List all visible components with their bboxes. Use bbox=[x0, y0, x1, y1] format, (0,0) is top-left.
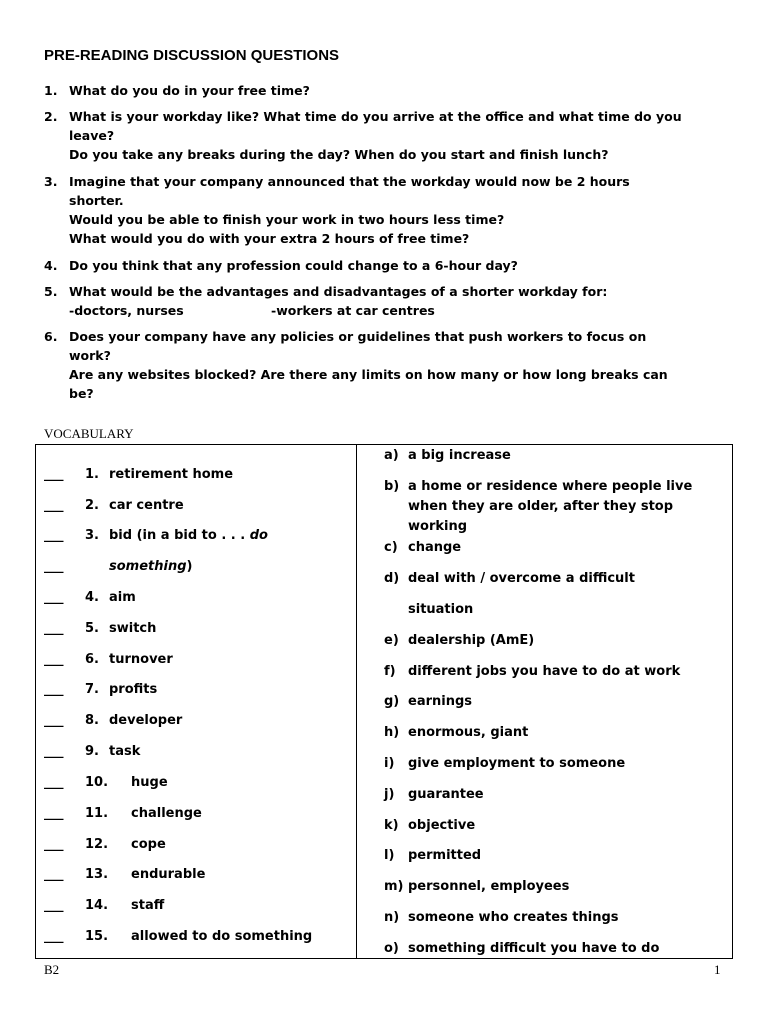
definition-row bbox=[384, 846, 724, 866]
definition-letter: i) bbox=[384, 756, 395, 771]
question-line: be? bbox=[69, 386, 94, 401]
answer-blank[interactable]: ___ bbox=[44, 775, 64, 790]
definition-text: a big increase bbox=[408, 448, 511, 463]
definition-text: personnel, employees bbox=[408, 879, 570, 894]
answer-blank[interactable]: ___ bbox=[44, 929, 64, 944]
answer-blank[interactable]: ___ bbox=[44, 621, 64, 636]
definition-letter: g) bbox=[384, 694, 400, 709]
definition-letter: m) bbox=[384, 879, 404, 894]
page-title: PRE-READING DISCUSSION QUESTIONS bbox=[44, 47, 340, 64]
answer-blank[interactable]: ___ bbox=[44, 744, 64, 759]
question-line: What do you do in your free time? bbox=[69, 83, 310, 98]
definition-letter: c) bbox=[384, 540, 398, 555]
term-text: huge bbox=[131, 775, 168, 790]
question-line: Do you think that any profession could change to a 6-hour day? bbox=[69, 258, 518, 273]
page-number: 1 bbox=[714, 962, 721, 977]
term-text: profits bbox=[109, 682, 158, 697]
question-4 bbox=[44, 256, 734, 275]
definition-text: give employment to someone bbox=[408, 756, 626, 771]
term-text: allowed to do something bbox=[131, 929, 313, 944]
term-text: turnover bbox=[109, 652, 173, 667]
answer-blank[interactable]: ___ bbox=[44, 590, 64, 605]
question-1 bbox=[44, 81, 734, 100]
definition-row bbox=[384, 723, 724, 743]
worksheet-page: PRE-READING DISCUSSION QUESTIONS 1. What do you do in your free time? 2. What is your workday like? What time do you arrive at the office and what time do you leave? Do you take any breaks during the day? When do you start and finish lunch? 3. Imagine that your company announced that the workday would now be 2 hours shorter. Would you be able to finish your work in two hours less time? What would you do with your extra 2 hours of free time? 4. Do you think that any profession could change to a 6-hour day? 5. What would be the advantages and disadvantages of a shorter workday for: -doctors, nurses -workers at car centres 6. Does your company have any policies or guidelines that push workers to focus on work? Are any websites blocked? Are there any limits on how many or how long breaks can be? VOCABULARY ___ 1. retirement home ___ 2. car centre ___ 3. bid (in a bid to . . . do ___ something) ___ 4. aim ___ 5. switch ___ 6. turnover ___ 7. profits ___ 8. developer ___ 9. task ___ 10. huge ___ 11. challenge ___ 12. cope ___ 13. endurable ___ 14. staff ___ 15. allowed to do something a) a big increase b) a home or residence where people live when they are older, after they stop working c) change d) deal with / overcome a difficult situation e) dealership (AmE) f) different jobs you have to do at work g) earnings h) enormous, giant i) give employment to someone j) guarantee k) objective l) permitted m) personnel, employees n) someone who creates things o) something difficult you have to do B2 1 bbox=[0, 0, 768, 1024]
term-text: switch bbox=[109, 621, 157, 636]
definition-text: earnings bbox=[408, 694, 473, 709]
answer-blank[interactable]: ___ bbox=[44, 528, 64, 543]
question-number: 2. bbox=[44, 109, 58, 124]
question-number: 6. bbox=[44, 329, 58, 344]
answer-blank[interactable]: ___ bbox=[44, 498, 64, 513]
definition-row bbox=[384, 692, 724, 712]
question-line: What would be the advantages and disadvantages of a shorter workday for: bbox=[69, 284, 608, 299]
definition-text: different jobs you have to do at work bbox=[408, 664, 681, 679]
question-line: work? bbox=[69, 348, 111, 363]
term-text: cope bbox=[131, 837, 166, 852]
question-number: 3. bbox=[44, 174, 58, 189]
question-line: shorter. bbox=[69, 193, 124, 208]
question-2 bbox=[44, 107, 734, 164]
answer-blank[interactable]: ___ bbox=[44, 898, 64, 913]
definition-text: guarantee bbox=[408, 787, 484, 802]
definition-text: situation bbox=[408, 602, 474, 617]
definition-letter: b) bbox=[384, 479, 400, 494]
term-text: bid (in a bid to . . . do bbox=[109, 528, 268, 543]
definition-row bbox=[384, 662, 724, 682]
answer-blank[interactable]: ___ bbox=[44, 559, 64, 574]
definition-row bbox=[384, 785, 724, 805]
question-6 bbox=[44, 327, 734, 403]
question-line: leave? bbox=[69, 128, 115, 143]
question-line: What would you do with your extra 2 hours of free time? bbox=[69, 231, 470, 246]
definition-text: objective bbox=[408, 818, 476, 833]
definition-row bbox=[384, 908, 724, 928]
term-text: something) bbox=[109, 559, 193, 574]
footer-level: B2 bbox=[44, 962, 60, 977]
definition-letter: j) bbox=[384, 787, 395, 802]
vocabulary-heading: VOCABULARY bbox=[44, 426, 134, 441]
question-line: Imagine that your company announced that the workday would now be 2 hours bbox=[69, 174, 630, 189]
question-line: What is your workday like? What time do you arrive at the office and what time do you bbox=[69, 109, 682, 124]
definition-letter: l) bbox=[384, 848, 395, 863]
definition-text: someone who creates things bbox=[408, 910, 619, 925]
definition-text: change bbox=[408, 540, 462, 555]
term-text: car centre bbox=[109, 498, 184, 513]
question-line: Do you take any breaks during the day? When do you start and finish lunch? bbox=[69, 147, 609, 162]
question-3 bbox=[44, 172, 734, 248]
column-divider bbox=[356, 445, 357, 958]
answer-blank[interactable]: ___ bbox=[44, 806, 64, 821]
definition-letter: f) bbox=[384, 664, 396, 679]
definition-row bbox=[384, 446, 724, 466]
term-text: staff bbox=[131, 898, 165, 913]
term-text: task bbox=[109, 744, 141, 759]
definition-row bbox=[384, 631, 724, 651]
question-line: Does your company have any policies or guidelines that push workers to focus on bbox=[69, 329, 647, 344]
definition-row bbox=[384, 477, 724, 537]
question-subitem: -doctors, nurses bbox=[69, 303, 184, 318]
definition-letter: o) bbox=[384, 941, 399, 956]
term-text: endurable bbox=[131, 867, 206, 882]
definition-text: enormous, giant bbox=[408, 725, 529, 740]
definition-text: permitted bbox=[408, 848, 482, 863]
question-number: 5. bbox=[44, 284, 58, 299]
term-text: challenge bbox=[131, 806, 202, 821]
answer-blank[interactable]: ___ bbox=[44, 867, 64, 882]
question-line: Are any websites blocked? Are there any limits on how many or how long breaks can bbox=[69, 367, 668, 382]
definition-text: dealership (AmE) bbox=[408, 633, 535, 648]
definition-letter: h) bbox=[384, 725, 400, 740]
term-text: retirement home bbox=[109, 467, 234, 482]
definition-letter: d) bbox=[384, 571, 400, 586]
definition-row bbox=[384, 877, 724, 897]
definition-text: a home or residence where people live when they are older, after they stop working bbox=[408, 479, 693, 534]
definition-row bbox=[384, 754, 724, 774]
question-subitem: -workers at car centres bbox=[271, 303, 435, 318]
definition-letter: k) bbox=[384, 818, 399, 833]
answer-blank[interactable]: ___ bbox=[44, 682, 64, 697]
question-line: Would you be able to finish your work in two hours less time? bbox=[69, 212, 505, 227]
answer-blank[interactable]: ___ bbox=[44, 467, 64, 482]
definition-row bbox=[384, 569, 724, 620]
definition-row bbox=[384, 538, 724, 558]
answer-blank[interactable]: ___ bbox=[44, 837, 64, 852]
term-text: aim bbox=[109, 590, 136, 605]
definition-row bbox=[384, 816, 724, 836]
term-text: developer bbox=[109, 713, 183, 728]
answer-blank[interactable]: ___ bbox=[44, 652, 64, 667]
definition-letter: a) bbox=[384, 448, 399, 463]
question-5 bbox=[44, 282, 734, 320]
definition-text: something difficult you have to do bbox=[408, 941, 660, 956]
question-number: 4. bbox=[44, 258, 58, 273]
definition-row bbox=[384, 939, 724, 959]
answer-blank[interactable]: ___ bbox=[44, 713, 64, 728]
definition-letter: n) bbox=[384, 910, 400, 925]
definition-text: deal with / overcome a difficult bbox=[408, 571, 635, 586]
question-number: 1. bbox=[44, 83, 58, 98]
definition-letter: e) bbox=[384, 633, 399, 648]
